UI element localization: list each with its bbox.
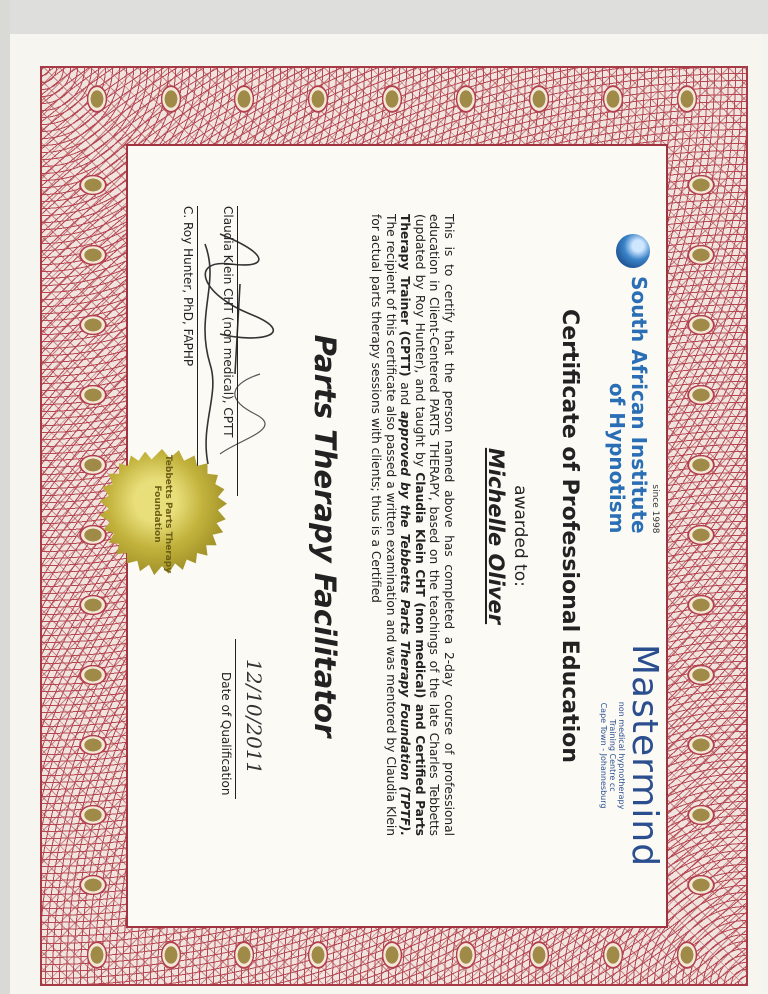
body-part-4: approved by the Tebbetts Parts Therapy Foundation (TPTF). [398,410,413,836]
recipient-name: Michelle Oliver [484,447,508,625]
medallion-ornament [381,940,403,970]
awarded-to-label: awarded to: [510,485,530,587]
signatory-2-name: C. Roy Hunter, PhD, FAPHP [181,206,195,367]
designation-title: Parts Therapy Facilitator [308,334,342,738]
border-medallions-bottom [60,940,724,970]
medallion-ornament [233,84,255,114]
handwritten-signatures [190,224,280,484]
medallion-ornament [686,594,716,616]
medallion-ornament [78,244,108,266]
mastermind-logo [599,644,665,868]
body-part-2: Claudia Klein CHT (non medical) and Certified Parts Therapy Trainer (CPTT) [398,214,427,836]
medallion-ornament [307,84,329,114]
medallion-ornament [686,804,716,826]
scan-edge-left [0,0,10,994]
medallion-ornament [686,384,716,406]
medallion-ornament [86,84,108,114]
medallion-ornament [381,84,403,114]
medallion-ornament [686,454,716,476]
medallion-ornament [455,940,477,970]
signature-line-1 [237,206,238,496]
border-medallions-right [686,150,716,920]
medallion-ornament [78,734,108,756]
medallion-ornament [528,940,550,970]
medallion-ornament [676,940,698,970]
medallion-ornament [602,940,624,970]
body-part-5: The recipient of this certificate also passed a written examination and was mentored by Claudia Klein for actual parts therapy sessions with clients; thus is a Certified [369,214,398,836]
medallion-ornament [78,174,108,196]
qualification-date-label: Date of Qualification [219,672,233,796]
medallion-ornament [78,314,108,336]
medallion-ornament [160,84,182,114]
medallion-ornament [455,84,477,114]
mastermind-sub1: non medical hypnotherapy [617,701,626,810]
medallion-ornament [528,84,550,114]
mastermind-wordmark: Mastermind [624,644,665,868]
medallion-ornament [86,940,108,970]
date-line [235,639,236,799]
medallion-ornament [686,874,716,896]
institute-name-line2: of Hypnotism [605,382,629,534]
medallion-ornament [78,804,108,826]
medallion-ornament [686,244,716,266]
medallion-ornament [686,734,716,756]
medallion-ornament [78,664,108,686]
qualification-date-value: 12/10/2011 [242,659,266,775]
medallion-ornament [686,664,716,686]
medallion-ornament [78,594,108,616]
body-part-3: and [398,376,413,411]
body-part-1: This is to certify that the person named above has completed a 2-day course of professional education in Client-Centered PARTS THERAPY, based on the teachings of the late Charles Tebbetts (updated by Roy Hunter), and taught by [412,214,456,836]
medallion-ornament [307,940,329,970]
institute-name-line1: South African Institute [627,276,651,534]
border-medallions-top [60,84,724,114]
mastermind-sub3: Cape Town - Johannesburg [599,702,608,809]
signatory-1-name: Claudia Klein CHT (non medical), CPTT [221,206,235,438]
medallion-ornament [78,384,108,406]
medallion-ornament [686,174,716,196]
scan-edge-top [0,0,768,34]
medallion-ornament [686,524,716,546]
mastermind-sub2: Training Centre cc [608,719,617,792]
institute-since: since 1998 [650,484,660,534]
medallion-ornament [78,874,108,896]
medallion-ornament [686,314,716,336]
medallion-ornament [160,940,182,970]
seal-text: Tebbetts Parts Therapy Foundation [152,454,173,574]
medallion-ornament [233,940,255,970]
certificate-body [368,214,456,836]
medallion-ornament [676,84,698,114]
certificate-title: Certificate of Professional Education [557,309,582,763]
medallion-ornament [602,84,624,114]
institute-logo [606,234,660,534]
globe-icon [616,234,650,268]
